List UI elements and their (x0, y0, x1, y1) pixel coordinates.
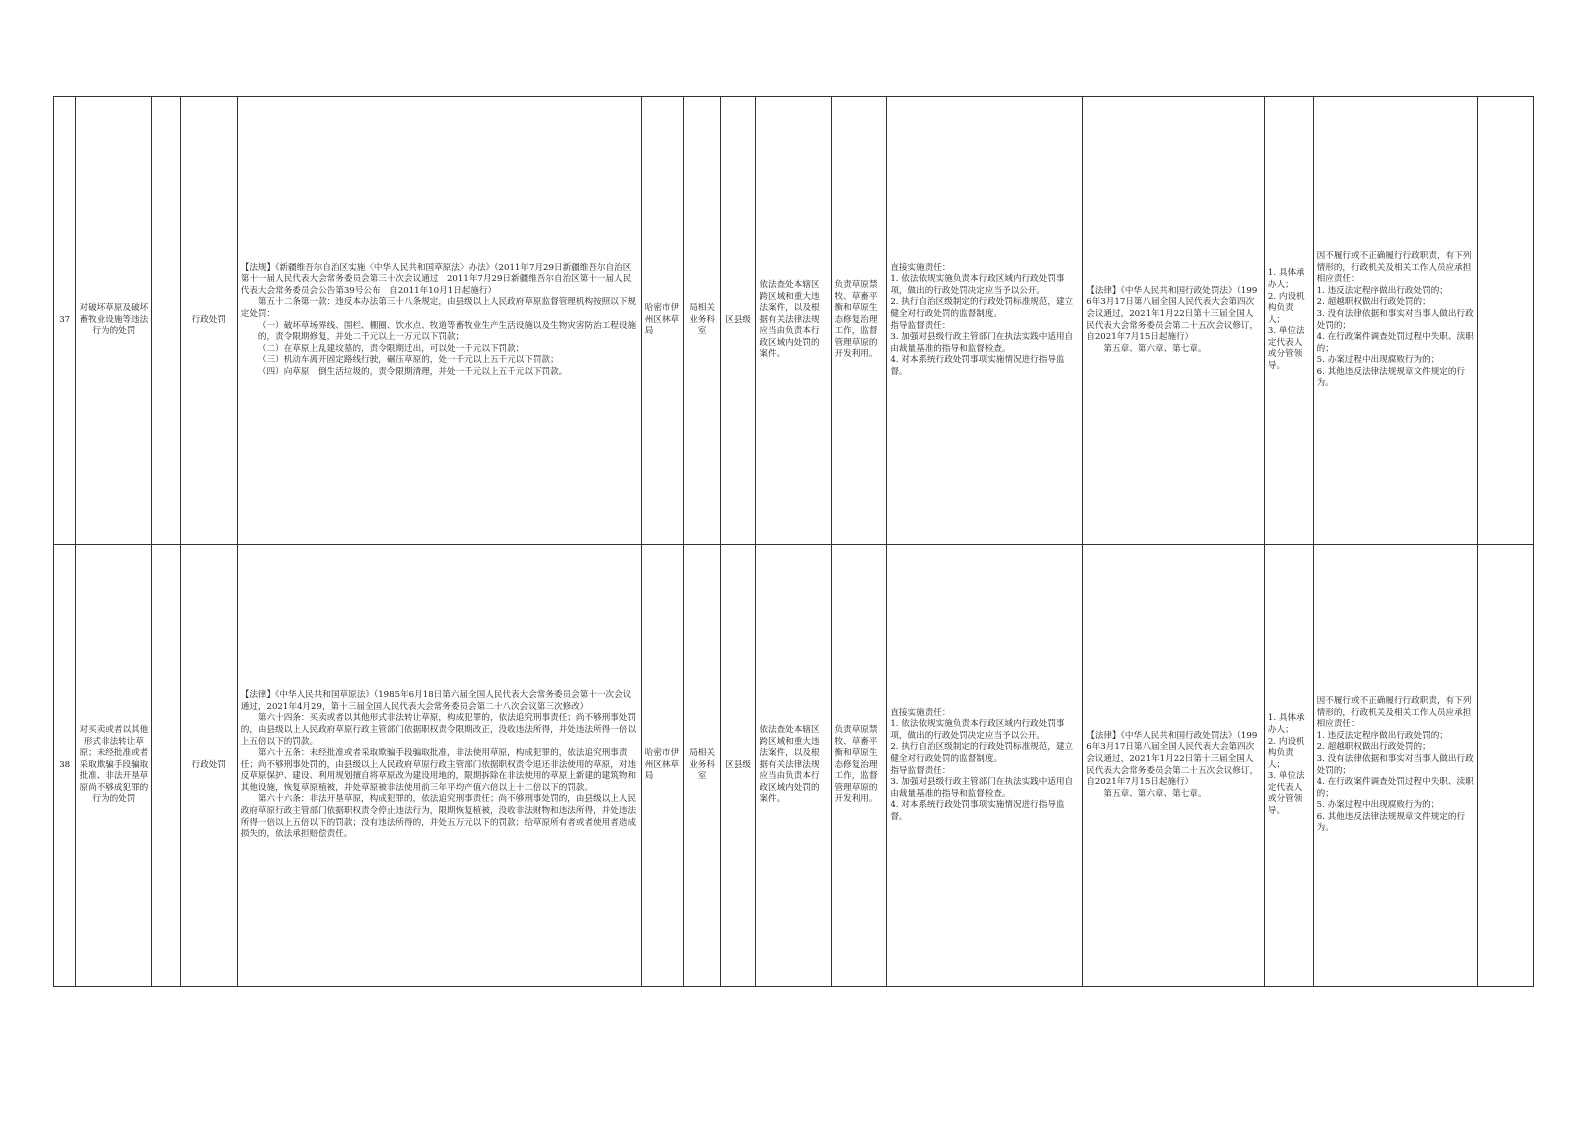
liability-line: 4. 在行政案件调查处罚过程中失职、渎职的； (1316, 777, 1474, 799)
exercise-content: 依法查处本辖区跨区域和重大违法案件，以及根据有关法律法规应当由负责本行政区域内处罚的案件。 (756, 545, 831, 987)
liability-line: 6. 其他违反法律法规规章文件规定的行为。 (1316, 811, 1466, 834)
liability-line: 因不履行或不正确履行行政职责，有下列情形的，行政机关及相关工作人员应承担相应责任： (1316, 250, 1472, 285)
resp-basis-chapters: 第五章、第六章、第七章。 (1103, 343, 1207, 354)
liability-line: 3. 没有法律依据和事实对当事人做出行政处罚的； (1316, 308, 1474, 331)
resp-line: 1. 依法依规实施负责本行政区域内行政处罚事项，做出的行政处罚决定应当予以公开。 (890, 274, 1065, 296)
basis-item: （一）破坏草场界线、围栏、棚圈、饮水点、牧道等畜牧业生产生活设施以及生物灾害防治工程设施的，责令限期修复，并处二千元以上一万元以下罚款； (257, 320, 637, 343)
resp-line: 指导监督责任： (890, 320, 951, 331)
responsible-dept: 局相关业务科室 (684, 545, 721, 987)
basis-heading: 【法规】《新疆维吾尔自治区实施〈中华人民共和国草原法〉办法》（2011年7月29日新疆维吾尔自治区第十一届人民代表大会常务委员会第三十次会议通过 2011年7月29日新疆维吾尔自治区第十一届人民代表大会常务委员会公告第39号公布 自2011年10月1日起施行） (240, 262, 632, 296)
resp-basis-chapters: 第五章、第六章、第七章。 (1103, 788, 1207, 799)
liability-line: 因不履行或不正确履行行政职责，有下列情形的，行政机关及相关工作人员应承担相应责任： (1316, 695, 1472, 730)
resp-line: 直接实施责任： (890, 707, 951, 718)
liability-line: 5. 办案过程中出现腐败行为的； (1316, 800, 1440, 811)
table-row (54, 97, 1534, 545)
person-line: 3. 单位法定代表人或分管领导。 (1267, 326, 1305, 372)
accountability (1313, 545, 1477, 987)
person-line: 1. 具体承办人； (1267, 713, 1305, 735)
liability-line: 6. 其他违反法律法规规章文件规定的行为。 (1316, 366, 1466, 389)
item-name: 对买卖或者以其他形式非法转让草原；未经批准或者采取欺骗手段骗取批准、非法开垦草原尚不够成犯罪的行为的处罚 (76, 545, 152, 987)
liability-line: 2. 超越职权做出行政处罚的； (1316, 297, 1431, 308)
basis-item: （三）机动车离开固定路线行驶，碾压草原的，处一千元以上五千元以下罚款； (257, 355, 559, 366)
remark (1478, 545, 1534, 987)
exercise-level: 区县级 (720, 97, 756, 545)
resp-basis-heading: 【法律】《中华人民共和国行政处罚法》（1996年3月17日第八届全国人民代表大会第四次会议通过，2021年1月22日第十三届全国人民代表大会常务委员会第二十五次会议修订，自2021年7月15日起施行） (1086, 285, 1259, 343)
person-line: 3. 单位法定代表人或分管领导。 (1267, 771, 1305, 817)
basis-paragraph: 第六十六条：非法开垦草原，构成犯罪的，依法追究刑事责任；尚不够刑事处罚的，由县级以上人民政府草原行政主管部门依据职权责令停止违法行为，限期恢复植被，没收非法财物和违法所得，并处违法所得一倍以上五倍以下的罚款；没有违法所得的，并处五万元以下的罚款；给草原所有者或者使用者造成损失的，依法承担赔偿责任。 (240, 794, 637, 840)
responsibility-items (887, 545, 1083, 987)
row-number: 38 (54, 545, 76, 987)
exercise-content: 依法查处本辖区跨区域和重大违法案件，以及根据有关法律法规应当由负责本行政区域内处罚的案件。 (756, 97, 831, 545)
sub-item (152, 97, 180, 545)
basis-paragraph: 第六十五条：未经批准或者采取欺骗手段骗取批准，非法使用草原，构成犯罪的，依法追究刑事责任；尚不够刑事处罚的，由县级以上人民政府草原行政主管部门依据职权责令退还非法使用的草原，对违反草原保护、建设、利用规划擅自将草原改为建设用地的，限期拆除在非法使用的草原上新建的建筑物和其他设施，恢复草原植被，并处草原被非法使用前三年平均产值六倍以上十二倍以下的罚款。 (240, 748, 637, 793)
power-list-table (53, 96, 1534, 987)
basis-item: （四）向草原 倒生活垃圾的，责令限期清理，并处一千元以上五千元以下罚款。 (257, 366, 568, 377)
power-type: 行政处罚 (180, 545, 237, 987)
responsible-persons (1264, 545, 1313, 987)
implementing-subject: 哈密市伊州区林草局 (641, 97, 684, 545)
table-row (54, 545, 1534, 987)
responsibility-items (887, 97, 1083, 545)
legal-basis (237, 97, 641, 545)
responsibility-basis (1083, 545, 1265, 987)
duty-description: 负责草原禁牧、草畜平衡和草原生态修复治理工作，监督管理草原的开发利用。 (831, 545, 887, 987)
legal-basis (237, 545, 641, 987)
basis-paragraph: 第五十二条第一款：违反本办法第三十八条规定，由县级以上人民政府草原监督管理机构按照以下规定处罚： (240, 297, 637, 319)
power-type: 行政处罚 (180, 97, 237, 545)
resp-basis-heading: 【法律】《中华人民共和国行政处罚法》（1996年3月17日第八届全国人民代表大会第四次会议通过，2021年1月22日第十三届全国人民代表大会常务委员会第二十五次会议修订，自2021年7月15日起施行） (1086, 730, 1259, 788)
resp-line: 直接实施责任： (890, 262, 951, 273)
liability-line: 1. 违反法定程序做出行政处罚的； (1316, 285, 1448, 296)
person-line: 1. 具体承办人； (1267, 268, 1305, 290)
duty-description: 负责草原禁牧、草畜平衡和草原生态修复治理工作，监督管理草原的开发利用。 (831, 97, 887, 545)
exercise-level: 区县级 (720, 545, 756, 987)
person-line: 2. 内设机构负责人； (1267, 736, 1305, 770)
resp-line: 1. 依法依规实施负责本行政区域内行政处罚事项，做出的行政处罚决定应当予以公开。 (890, 719, 1065, 741)
basis-heading: 【法律】《中华人民共和国草原法》（1985年6月18日第六届全国人民代表大会常务委员会第十一次会议通过，2021年4月29，第十三届全国人民代表大会常务委员会第二十八次会议第三次修改） (240, 690, 632, 712)
resp-line: 4. 对本系统行政处罚事项实施情况进行指导监督。 (890, 800, 1065, 822)
item-name: 对破坏草原及破坏畜牧业设施等违法行为的处罚 (76, 97, 152, 545)
implementing-subject: 哈密市伊州区林草局 (641, 545, 684, 987)
responsible-dept: 局相关业务科室 (684, 97, 721, 545)
resp-line: 2. 执行自治区级制定的行政处罚标准规范，建立健全对行政处罚的监督制度。 (890, 742, 1074, 764)
responsibility-basis (1083, 97, 1265, 545)
basis-paragraph: 第六十四条：买卖或者以其他形式非法转让草原，构成犯罪的，依法追究刑事责任；尚不够刑事处罚的，由县级以上人民政府草原行政主管部门依据职权责令限期改正，没收违法所得，并处违法所得一倍以上五倍以下的罚款。 (240, 713, 637, 747)
row-number: 37 (54, 97, 76, 545)
liability-line: 5. 办案过程中出现腐败行为的； (1316, 355, 1440, 366)
resp-line: 3. 加强对县级行政主管部门在执法实践中适用自由裁量基准的指导和监督检查。 (890, 777, 1074, 799)
accountability (1313, 97, 1477, 545)
liability-line: 2. 超越职权做出行政处罚的； (1316, 742, 1431, 753)
resp-line: 4. 对本系统行政处罚事项实施情况进行指导监督。 (890, 355, 1065, 377)
resp-line: 3. 加强对县级行政主管部门在执法实践中适用自由裁量基准的指导和监督检查。 (890, 332, 1074, 354)
remark (1478, 97, 1534, 545)
basis-item: （二）在草原上乱建坟墓的，责令限期迁出，可以处一千元以下罚款； (257, 343, 525, 354)
person-line: 2. 内设机构负责人； (1267, 291, 1305, 325)
liability-line: 4. 在行政案件调查处罚过程中失职、渎职的； (1316, 332, 1474, 354)
resp-line: 指导监督责任： (890, 765, 951, 776)
resp-line: 2. 执行自治区级制定的行政处罚标准规范，建立健全对行政处罚的监督制度。 (890, 297, 1074, 319)
responsible-persons (1264, 97, 1313, 545)
liability-line: 1. 违反法定程序做出行政处罚的； (1316, 730, 1448, 741)
liability-line: 3. 没有法律依据和事实对当事人做出行政处罚的； (1316, 753, 1474, 776)
sub-item (152, 545, 180, 987)
